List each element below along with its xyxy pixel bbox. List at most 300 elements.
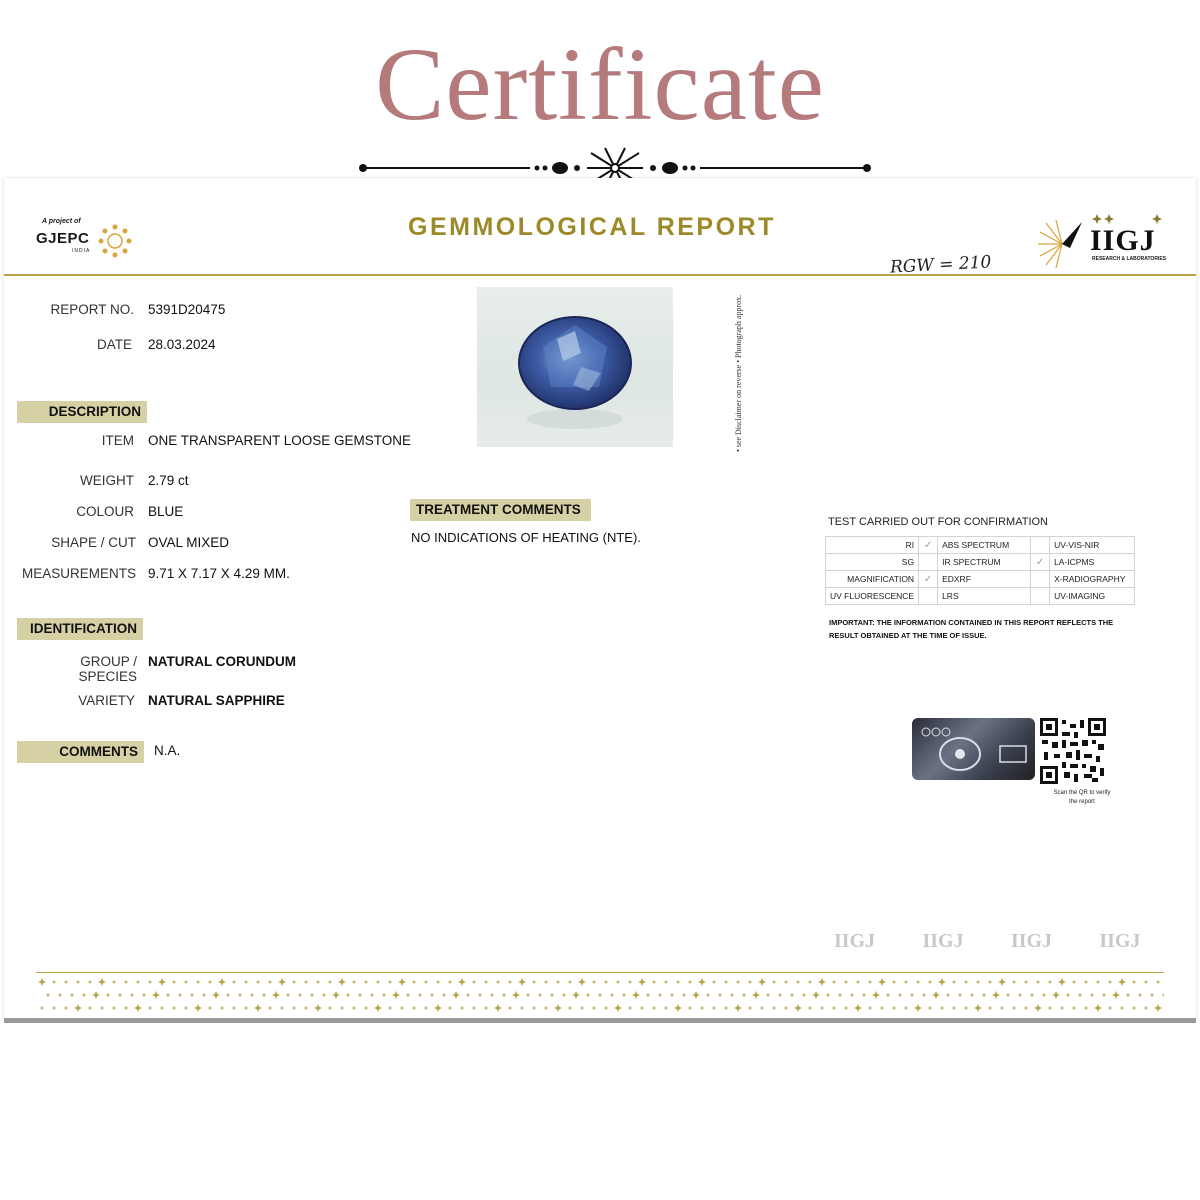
tests-row [826,571,1135,588]
gjepc-logo [36,218,136,262]
star-ornament [676,980,680,984]
star-ornament [844,1006,848,1010]
certificate-title: Certificate [375,27,825,142]
star-ornament [802,993,806,997]
test-name: UV FLUORESCENCE [826,588,919,605]
star-ornament [982,993,986,997]
star-ornament [400,1006,404,1010]
treatment-heading: TREATMENT COMMENTS [410,499,591,521]
important-label: IMPORTANT: [829,618,875,627]
date-label: DATE [96,337,132,352]
iigj-stars-icon [1092,214,1162,224]
star-ornament [388,980,392,984]
star-ornament [974,1004,982,1012]
star-ornament [1048,1006,1052,1010]
star-ornament [952,980,956,984]
star-ornament [1024,1006,1028,1010]
star-ornament [976,980,980,984]
star-ornament [932,991,940,999]
star-ornament [496,980,500,984]
photo-disclaimer: • see Disclaimer on reverse • Photograph approx. [734,294,743,452]
star-ornament [208,980,212,984]
report-no-value: 5391D20475 [148,302,226,317]
star-ornament [178,993,182,997]
star-ornament [256,980,260,984]
star-ornament [494,1004,502,1012]
star-ornament [1058,978,1066,986]
star-ornament [1118,978,1126,986]
star-ornament [172,980,176,984]
star-ornament [760,1006,764,1010]
decorative-star-border [36,976,1164,1016]
description-heading: DESCRIPTION [17,401,147,423]
star-ornament [578,978,586,986]
star-ornament [766,993,770,997]
shape-value: OVAL MIXED [148,535,230,550]
star-ornament [850,993,854,997]
star-ornament [526,993,530,997]
star-ornament [862,993,866,997]
star-ornament [430,993,434,997]
star-ornament [232,980,236,984]
star-ornament [1012,1006,1016,1010]
star-ornament [328,1006,332,1010]
star-ornament [928,1006,932,1010]
watermark: IIGJ [1099,930,1141,952]
report-heading: GEMMOLOGICAL REPORT [408,213,776,241]
star-ornament [1108,1006,1112,1010]
star-ornament [1030,993,1034,997]
star-ornament [124,980,128,984]
star-ornament [928,980,932,984]
star-ornament [1084,980,1088,984]
star-ornament [244,980,248,984]
star-ornament [826,993,830,997]
star-ornament [712,980,716,984]
star-ornament [412,980,416,984]
star-ornament [772,980,776,984]
star-ornament [664,980,668,984]
star-ornament [158,978,166,986]
star-ornament [712,1006,716,1010]
date-value: 28.03.2024 [148,337,216,352]
important-text: THE INFORMATION CONTAINED IN THIS REPORT REFLECTS THE RESULT OBTAINED AT THE TIME OF ISSUE. [829,618,1114,640]
star-ornament [796,980,800,984]
star-ornament [304,1006,308,1010]
identification-heading: IDENTIFICATION [17,618,143,640]
star-ornament [1132,1006,1136,1010]
group-value: NATURAL CORUNDUM [148,654,296,669]
watermark: IIGJ [922,930,964,952]
star-ornament [1000,1006,1004,1010]
star-ornament [568,1006,572,1010]
tests-title: TEST CARRIED OUT FOR CONFIRMATION [828,516,1049,528]
star-ornament [352,1006,356,1010]
star-ornament [88,980,92,984]
star-ornament [346,993,350,997]
star-ornament [724,980,728,984]
star-ornament [544,1006,548,1010]
star-ornament [64,1006,68,1010]
gjepc-project-of: A project of [42,218,81,225]
star-ornament [592,980,596,984]
hologram-emblem-icon [912,718,1035,780]
star-ornament [1072,980,1076,984]
star-ornament [898,993,902,997]
measurements-value: 9.71 X 7.17 X 4.29 MM. [148,566,290,581]
card-edge [4,1018,1196,1023]
star-ornament [1012,980,1016,984]
star-ornament [698,978,706,986]
star-ornament [734,1004,742,1012]
star-ornament [226,993,230,997]
star-ornament [910,993,914,997]
star-ornament [1024,980,1028,984]
star-ornament [76,980,80,984]
star-ornament [172,1006,176,1010]
star-ornament [338,978,346,986]
star-ornament [472,980,476,984]
star-ornament [280,1006,284,1010]
star-ornament [568,980,572,984]
star-ornament [262,993,266,997]
star-ornament [922,993,926,997]
check-icon [1031,537,1050,554]
star-ornament [250,993,254,997]
test-name: SG [826,554,919,571]
verification-qr-code[interactable] [1040,718,1106,784]
star-ornament [586,993,590,997]
star-ornament [160,1006,164,1010]
colour-label: COLOUR [76,504,134,519]
check-icon [1031,571,1050,588]
star-ornament [916,980,920,984]
star-ornament [610,993,614,997]
star-ornament [878,978,886,986]
star-ornament [632,991,640,999]
star-ornament [604,980,608,984]
check-icon: ✓ [1031,554,1050,571]
star-ornament [460,1006,464,1010]
star-ornament [604,1006,608,1010]
star-ornament [40,1006,44,1010]
star-ornament [82,993,86,997]
star-ornament [1112,991,1120,999]
check-icon: ✓ [919,571,938,588]
star-ornament [1066,993,1070,997]
star-ornament [646,993,650,997]
iigj-name: IIGJ [1090,224,1156,257]
star-ornament [790,993,794,997]
test-name: LRS [938,588,1031,605]
star-ornament [268,1006,272,1010]
star-ornament [512,991,520,999]
gemstone-photo [477,287,673,447]
star-ornament [1102,993,1106,997]
star-ornament [914,1004,922,1012]
star-ornament [856,980,860,984]
star-ornament [220,1006,224,1010]
star-ornament [194,1004,202,1012]
star-ornament [148,980,152,984]
test-name: LA-ICPMS [1050,554,1135,571]
star-ornament [370,993,374,997]
star-ornament [1042,993,1046,997]
star-ornament [152,991,160,999]
star-ornament [892,980,896,984]
star-ornament [832,1006,836,1010]
star-ornament [212,991,220,999]
star-ornament [1036,980,1040,984]
star-ornament [940,1006,944,1010]
star-ornament [538,993,542,997]
star-ornament [244,1006,248,1010]
star-ornament [946,993,950,997]
header-rule [4,274,1196,276]
handwritten-note: RGW = 210 [889,252,992,278]
star-ornament [332,991,340,999]
item-label: ITEM [101,433,134,448]
colour-value: BLUE [148,504,184,519]
star-ornament [1126,993,1130,997]
star-ornament [232,1006,236,1010]
star-ornament [964,1006,968,1010]
star-ornament [406,993,410,997]
star-ornament [812,991,820,999]
star-ornament [554,1004,562,1012]
comments-heading: COMMENTS [17,741,144,763]
check-icon: ✓ [919,537,938,554]
iigj-subtitle: RESEARCH & LABORATORIES [1092,256,1166,262]
star-ornament [652,980,656,984]
star-ornament [724,1006,728,1010]
tests-row [826,537,1135,554]
star-ornament [38,978,46,986]
variety-value: NATURAL SAPPHIRE [148,693,285,708]
star-ornament [448,1006,452,1010]
star-ornament [1090,993,1094,997]
star-ornament [304,980,308,984]
star-ornament [904,980,908,984]
gjepc-name: GJEPC [36,230,90,247]
star-ornament [1156,980,1160,984]
star-ornament [784,980,788,984]
star-ornament [784,1006,788,1010]
star-ornament [988,980,992,984]
star-ornament [436,980,440,984]
weight-label: WEIGHT [80,473,134,488]
important-note [829,616,1119,642]
star-ornament [532,1006,536,1010]
test-name: UV-VIS-NIR [1050,537,1135,554]
comments-value: N.A. [154,743,181,758]
star-ornament [424,980,428,984]
star-ornament [254,1004,262,1012]
star-ornament [208,1006,212,1010]
star-ornament [502,993,506,997]
iigj-logo [1036,214,1166,270]
star-ornament [616,980,620,984]
star-ornament [1096,980,1100,984]
star-ornament [622,993,626,997]
star-ornament [1132,980,1136,984]
star-ornament [838,993,842,997]
star-ornament [664,1006,668,1010]
gjepc-country: INDIA [72,248,91,254]
variety-label: VARIETY [78,693,135,708]
star-ornament [964,980,968,984]
star-ornament [892,1006,896,1010]
star-ornament [952,1006,956,1010]
test-name: UV-IMAGING [1050,588,1135,605]
star-ornament [1094,1004,1102,1012]
star-ornament [808,1006,812,1010]
star-ornament [434,1004,442,1012]
star-ornament [1144,1006,1148,1010]
star-ornament [958,993,962,997]
star-ornament [520,1006,524,1010]
star-ornament [844,980,848,984]
check-icon [1031,588,1050,605]
star-ornament [688,1006,692,1010]
hologram-seal [912,718,1035,780]
star-ornament [424,1006,428,1010]
star-ornament [820,1006,824,1010]
star-ornament [484,980,488,984]
star-ornament [58,993,62,997]
star-ornament [292,1006,296,1010]
star-ornament [268,980,272,984]
star-ornament [412,1006,416,1010]
watermark-strip [834,930,1183,953]
star-ornament [1150,993,1154,997]
star-ornament [718,993,722,997]
test-name: X-RADIOGRAPHY [1050,571,1135,588]
star-ornament [278,978,286,986]
star-ornament [580,1006,584,1010]
star-ornament [382,993,386,997]
star-ornament [988,1006,992,1010]
star-ornament [658,993,662,997]
star-ornament [452,991,460,999]
check-icon [919,554,938,571]
star-ornament [136,980,140,984]
star-ornament [1006,993,1010,997]
star-ornament [1162,993,1164,997]
star-ornament [292,980,296,984]
star-ornament [142,993,146,997]
test-name: ABS SPECTRUM [938,537,1031,554]
weight-value: 2.79 ct [148,473,189,488]
star-ornament [238,993,242,997]
star-ornament [854,1004,862,1012]
star-ornament [868,1006,872,1010]
star-ornament [1034,1004,1042,1012]
star-ornament [478,993,482,997]
iigj-burst-icon [1036,218,1088,270]
star-ornament [218,978,226,986]
star-ornament [358,993,362,997]
star-ornament [1078,993,1082,997]
star-ornament [886,993,890,997]
star-ornament [166,993,170,997]
check-icon [919,588,938,605]
star-ornament [74,1004,82,1012]
star-ornament [1144,980,1148,984]
star-ornament [748,980,752,984]
star-ornament [706,993,710,997]
star-ornament [758,978,766,986]
star-ornament [190,993,194,997]
star-ornament [134,1004,142,1012]
star-ornament [458,978,466,986]
star-ornament [904,1006,908,1010]
star-ornament [880,1006,884,1010]
star-ornament [518,978,526,986]
star-ornament [692,991,700,999]
star-ornament [670,993,674,997]
star-ornament [328,980,332,984]
star-ornament [52,980,56,984]
star-ornament [314,1004,322,1012]
star-ornament [640,1006,644,1010]
star-ornament [418,993,422,997]
star-ornament [316,980,320,984]
report-no-label: REPORT NO. [50,302,134,317]
qr-caption: Scan the QR to verify the report [1053,790,1111,805]
star-ornament [688,980,692,984]
star-ornament [392,991,400,999]
star-ornament [742,993,746,997]
star-ornament [508,1006,512,1010]
star-ornament [112,980,116,984]
group-label: GROUP / SPECIES [78,654,137,684]
gjepc-emblem-icon [98,224,132,258]
star-ornament [196,980,200,984]
star-ornament [652,1006,656,1010]
star-ornament [64,980,68,984]
star-ornament [872,991,880,999]
star-ornament [818,978,826,986]
star-ornament [1052,991,1060,999]
star-ornament [484,1006,488,1010]
star-ornament [1084,1006,1088,1010]
star-ornament [572,991,580,999]
star-ornament [628,1006,632,1010]
star-ornament [340,1006,344,1010]
star-ornament [286,993,290,997]
star-ornament [92,991,100,999]
star-ornament [748,1006,752,1010]
star-ornament [772,1006,776,1010]
star-ornament [490,993,494,997]
watermark: IIGJ [834,930,876,952]
star-ornament [374,1004,382,1012]
star-ornament [628,980,632,984]
star-ornament [592,1006,596,1010]
star-ornament [202,993,206,997]
star-ornament [272,991,280,999]
shape-label: SHAPE / CUT [51,535,136,550]
star-ornament [124,1006,128,1010]
star-ornament [472,1006,476,1010]
footer-rule [36,972,1164,973]
star-ornament [1120,1006,1124,1010]
star-ornament [376,980,380,984]
star-ornament [130,993,134,997]
star-ornament [700,1006,704,1010]
star-ornament [1060,1006,1064,1010]
